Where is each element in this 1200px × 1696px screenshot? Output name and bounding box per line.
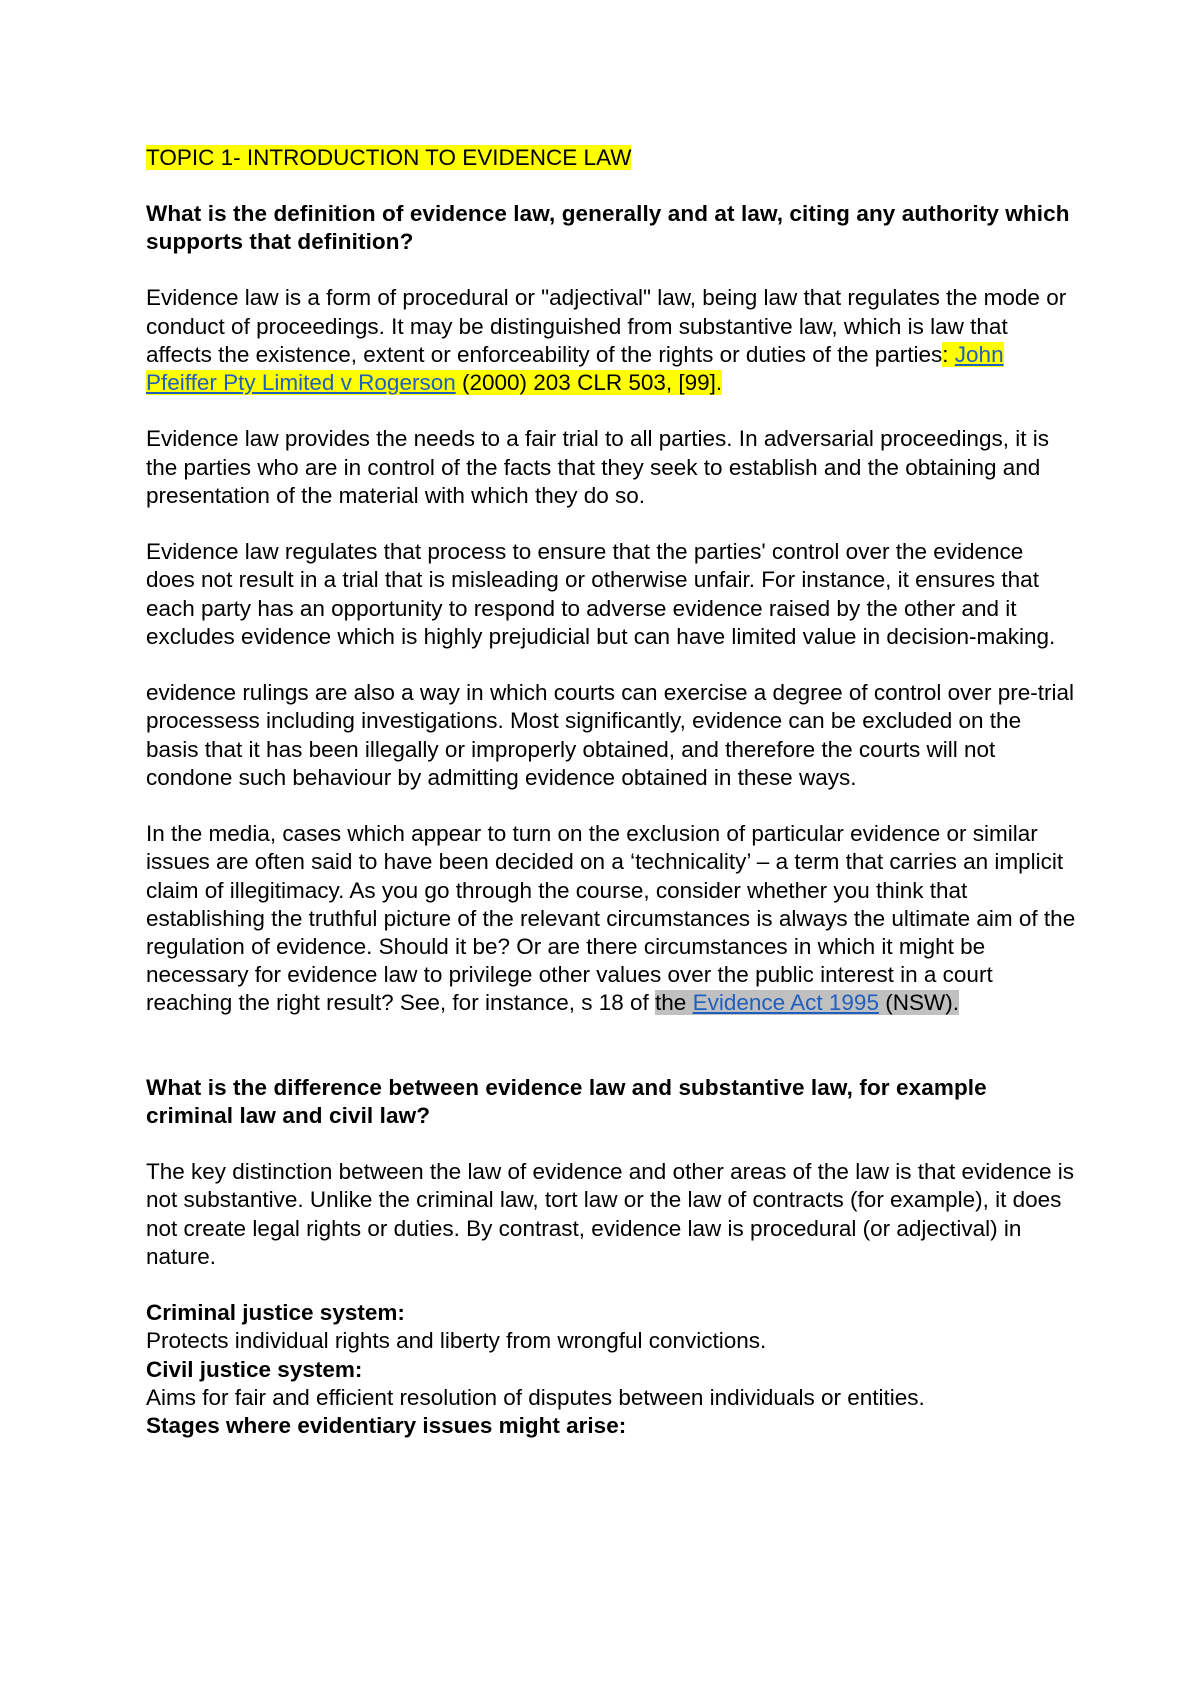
paragraph-procedural-law-text: Evidence law is a form of procedural or "adjectival" law, being law that regulates the mode or conduct of proceedings. It may be distinguished from substantive law, which is law that affects the existence, extent or enforceability of the rights or duties of the parties — [146, 285, 1067, 367]
stages-label: Stages where evidentiary issues might arise: — [146, 1413, 627, 1439]
question-definition: What is the definition of evidence law, generally and at law, citing any authority which supports that definition? — [146, 201, 1070, 255]
act-suffix: (NSW). — [878, 990, 959, 1016]
paragraph-evidence-rulings: evidence rulings are also a way in which courts can exercise a degree of control over pre-trial processess including investigations. Most significantly, evidence can be excluded on the basis that it has been illegally or improperly obtained, and therefore the courts will not condone such behaviour by admitting evidence obtained in these ways. — [146, 680, 1074, 790]
paragraph-technicality-text: In the media, cases which appear to turn on the exclusion of particular evidence or similar issues are often said to have been decided on a ‘technicality’ – a term that carries an implicit claim of illegitimacy. As you go through the course, consider whether you think that establishing the truthful picture of the relevant circumstances is always the ultimate aim of the regulation of evidence. Should it be? Or are there circumstances in which it might be necessary for evidence law to privilege other values over the public interest in a court reaching the right result? See, for instance, s 18 of — [146, 821, 1076, 1016]
topic-heading — [146, 144, 1076, 172]
act-highlight — [655, 990, 959, 1015]
act-prefix: the — [655, 990, 693, 1016]
statute-link-evidence-act[interactable]: Evidence Act 1995 — [692, 990, 879, 1016]
paragraph-procedural-law — [146, 284, 1076, 397]
criminal-justice-text: Protects individual rights and liberty from wrongful convictions. — [146, 1328, 767, 1354]
civil-justice-label: Civil justice system: — [146, 1356, 363, 1382]
paragraph-fair-trial: Evidence law provides the needs to a fair trial to all parties. In adversarial proceedings, it is the parties who are in control of the facts that they seek to establish and the obtaining and presentation of the material with which they do so. — [146, 426, 1049, 508]
criminal-justice-label: Criminal justice system: — [146, 1300, 405, 1326]
paragraph-key-distinction: The key distinction between the law of evidence and other areas of the law is that evidence is not substantive. Unlike the criminal law, tort law or the law of contracts (for example), it does not create legal rights or duties. By contrast, evidence law is procedural (or adjectival) in nature. — [146, 1159, 1075, 1269]
question-difference: What is the difference between evidence law and substantive law, for example criminal law and civil law? — [146, 1074, 987, 1129]
document-page — [146, 144, 1076, 1440]
civil-justice-text: Aims for fair and efficient resolution of disputes between individuals or entities. — [146, 1384, 925, 1410]
citation-prefix: : — [942, 341, 955, 367]
paragraph-technicality — [146, 820, 1076, 1017]
citation-suffix: (2000) 203 CLR 503, [99]. — [455, 370, 723, 396]
paragraph-regulates-process: Evidence law regulates that process to ensure that the parties' control over the evidence does not result in a trial that is misleading or otherwise unfair. For instance, it ensures that each party has an opportunity to respond to adverse evidence raised by the other and it excludes evidence which is highly prejudicial but can have limited value in decision-making. — [146, 539, 1056, 649]
case-link-pfeiffer[interactable]: John Pfeiffer Pty Limited v Rogerson — [146, 341, 1004, 396]
topic-title: TOPIC 1- INTRODUCTION TO EVIDENCE LAW — [146, 145, 632, 170]
